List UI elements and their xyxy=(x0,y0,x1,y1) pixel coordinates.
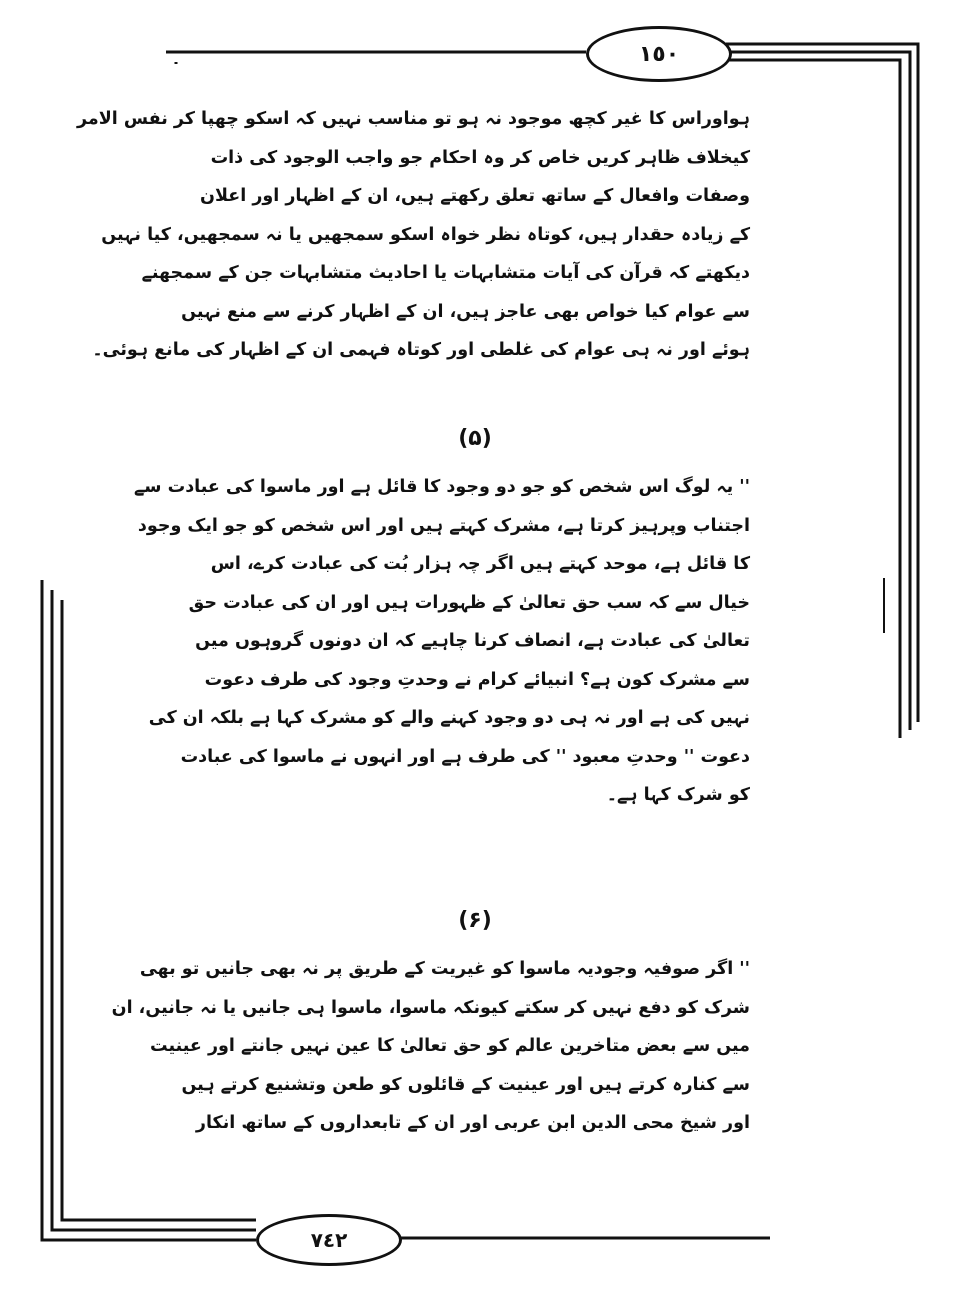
text-line: دعوت '' وحدتِ معبود '' کی طرف ہے اور انہوں نے ماسوا کی عبادت xyxy=(180,746,750,767)
text-line: کیخلاف ظاہر کریں خاص کر وہ احکام جو واجب الوجود کی ذات xyxy=(210,147,750,168)
section-heading-6: (۶) xyxy=(458,908,492,933)
paragraph-3 xyxy=(111,950,750,1143)
text-line: اور شیخ محی الدین ابن عربی اور ان کے تابعداروں کے ساتھ انکار xyxy=(195,1113,750,1133)
text-line: '' اگر صوفیہ وجودیہ ماسوا کو غیریت کے طریق پر نہ بھی جانیں تو بھی xyxy=(139,959,750,979)
text-line: ہواوراس کا غیر کچھ موجود نہ ہو تو مناسب نہیں کہ اسکو چھپا کر نفس الامر xyxy=(77,109,750,129)
text-line: '' یہ لوگ اس شخص کو جو دو وجود کا قائل ہے اور ماسوا کی عبادت سے xyxy=(134,477,750,497)
text-line: وصفات وافعال کے ساتھ تعلق رکھتے ہیں، ان کے اظہار اور اعلان xyxy=(200,186,750,206)
text-line: دیکھتے کہ قرآن کی آیات متشابہات یا احادیث متشابہات جن کے سمجھنے xyxy=(141,263,750,283)
text-line: شرک کو دفع نہیں کر سکتے کیونکہ ماسوا، ماسوا ہی جانیں یا نہ جانیں، ان xyxy=(111,997,750,1018)
text-line: میں سے بعض متاخرین عالم کو حق تعالیٰ کا عین نہیں جانتے اور عینیت xyxy=(149,1036,750,1056)
text-line: کو شرک کہا ہے۔ xyxy=(606,785,750,805)
bottom-page-number: ٧٤٢ xyxy=(256,1214,402,1266)
paragraph-2 xyxy=(134,468,750,815)
paragraph-1 xyxy=(77,100,750,370)
section-heading-5: (۵) xyxy=(458,426,492,451)
top-page-number: ١٥٠ xyxy=(586,26,732,82)
text-line: نہیں کی ہے اور نہ ہی دو وجود کہنے والے کو مشرک کہا ہے بلکہ ان کی xyxy=(148,708,750,728)
text-line: سے عوام کیا خواص بھی عاجز ہیں، ان کے اظہار کرنے سے منع نہیں xyxy=(181,301,750,322)
text-line: کا قائل ہے، موحد کہتے ہیں اگر چہ ہزار بُت کی عبادت کرے، اس xyxy=(210,554,750,574)
text-line: خیال سے کہ سب حق تعالیٰ کے ظہورات ہیں اور ان کی عبادت حق xyxy=(188,592,750,613)
text-line: تعالیٰ کی عبادت ہے، انصاف کرنا چاہیے کہ ان دونوں گروہوں میں xyxy=(195,631,750,651)
text-line: ہوئے اور نہ ہی عوام کی غلطی اور کوتاہ فہمی ان کے اظہار کی مانع ہوئی۔ xyxy=(92,340,750,360)
text-line: کے زیادہ حقدار ہیں، کوتاہ نظر خواہ اسکو سمجھیں یا نہ سمجھیں، کیا نہیں xyxy=(101,224,750,245)
text-line: سے کنارہ کرتے ہیں اور عینیت کے قائلوں کو طعن وتشنیع کرتے ہیں xyxy=(181,1074,750,1095)
text-line: سے مشرک کون ہے؟ انبیائے کرام نے وحدتِ وجود کی طرف دعوت xyxy=(204,669,750,690)
text-line: اجتناب وپرہیز کرتا ہے، مشرک کہتے ہیں اور اس شخص کو جو ایک وجود xyxy=(137,515,750,536)
